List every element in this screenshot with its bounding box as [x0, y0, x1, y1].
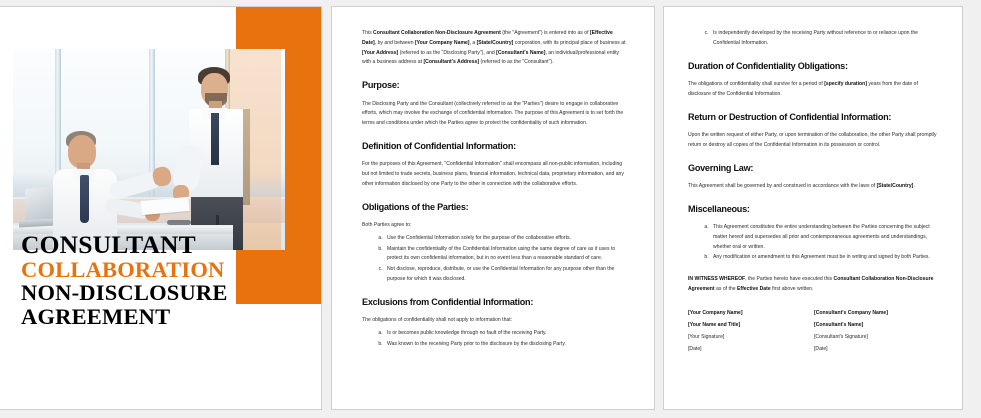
list-item: b. Maintain the confidentiality of the Confidential Information using the same degree of care as it uses to protect its own confidential information, but in no event less than a reasonable standard of care.: [384, 245, 628, 265]
heading-miscellaneous: Miscellaneous:: [688, 203, 750, 214]
heading-governing-law: Governing Law:: [688, 162, 754, 173]
page-3-body[interactable]: [663, 6, 963, 410]
signature-line: [Consultant's Name]: [814, 321, 864, 328]
signature-column-consultant: [814, 308, 940, 356]
definition-paragraph: For the purposes of this Agreement, "Confidential Information" shall encompass all non-public information, including but not limited to trade secrets, business plans, financial information, technical data, proprietary information, and any other information disclosed by one Party to the other in connection with the collaborative efforts.: [362, 161, 624, 187]
heading-duration: Duration of Confidentiality Obligations:: [688, 60, 848, 71]
signature-line: [Your Company Name]: [688, 309, 743, 316]
heading-exclusions: Exclusions from Confidential Information:: [362, 296, 534, 307]
list-item: b. Any modification or amendment to this Agreement must be in writing and signed by both Parties.: [710, 253, 940, 263]
purpose-paragraph: The Disclosing Party and the Consultant (collectively referred to as the "Parties") desire to engage in collaborative efforts, which may involve the exchange of confidential information. The purpose of this Agreement is to set forth the terms and conditions under which the Parties agree to protect the confidentiality of such information.: [362, 100, 624, 127]
cover-photo: [13, 49, 285, 250]
page-3-content: [664, 7, 962, 409]
heading-return-or-destruction: Return or Destruction of Confidential Information:: [688, 111, 892, 122]
list-item: a. Use the Confidential Information solely for the purpose of the collaborative efforts.: [384, 234, 628, 244]
page-1-cover[interactable]: [0, 6, 322, 410]
page-2-content: [332, 7, 654, 409]
cover-title-line-4: AGREEMENT: [21, 303, 171, 329]
list-item: a. This Agreement constitutes the entire understanding between the Parties concerning the subject matter hereof and supersedes all prior and contemporaneous agreements and understandings, whether oral or written.: [710, 223, 940, 252]
exclusions-list: [362, 329, 628, 350]
miscellaneous-list: [688, 223, 940, 263]
page-2-body[interactable]: [331, 6, 655, 410]
signature-line: [Consultant's Signature]: [814, 333, 868, 340]
cover-title-line-2: COLLABORATION: [21, 257, 225, 283]
cover-title: [21, 232, 271, 328]
list-item: a. Is or becomes public knowledge through no fault of the receiving Party.: [384, 329, 628, 339]
list-item: c. Is independently developed by the receiving Party without reference to or reliance upon the Confidential Information.: [710, 29, 940, 49]
duration-paragraph: The obligations of confidentiality shall survive for a period of [specify duration] years from the date of disclosure of the Confidential Information.: [688, 80, 918, 97]
heading-definition: Definition of Confidential Information:: [362, 140, 516, 151]
exclusions-lead: The obligations of confidentiality shall not apply to information that:: [362, 317, 513, 324]
signature-line: [Date]: [688, 345, 702, 352]
governing-paragraph: This Agreement shall be governed by and construed in accordance with the laws of [State/Country].: [688, 182, 915, 189]
signature-block: [688, 308, 940, 356]
list-item: b. Was known to the receiving Party prior to the disclosure by the disclosing Party.: [384, 340, 628, 350]
list-item: c. Not disclose, reproduce, distribute, or use the Confidential Information for any purpose other than the purpose for which it was disclosed.: [384, 265, 628, 285]
signature-line: [Your Signature]: [688, 333, 725, 340]
heading-obligations: Obligations of the Parties:: [362, 201, 469, 212]
cover-title-line-1: CONSULTANT: [21, 230, 196, 259]
photo-seated-man-tie: [80, 175, 89, 223]
exclusions-list-continued: [688, 29, 940, 49]
return-paragraph: Upon the written request of either Party, or upon termination of the collaboration, the other Party shall promptly return or destroy all copies of the Confidential Information in its possession or control.: [688, 131, 937, 148]
obligations-list: [362, 234, 628, 285]
signature-line: [Consultant's Company Name]: [814, 309, 888, 316]
cover-title-line-3: NON-DISCLOSURE: [21, 280, 228, 306]
witness-paragraph: IN WITNESS WHEREOF, the Parties hereto have executed this Consultant Collaboration Non-Disclosure Agreement as of the Effective Date first above written.: [688, 276, 934, 292]
obligations-lead: Both Parties agree to:: [362, 222, 412, 229]
signature-column-company: [688, 308, 814, 356]
intro-paragraph: This Consultant Collaboration Non-Disclosure Agreement (the "Agreement") is entered into as of [Effective Date], by and between [Your Company Name], a [State/Country] corporation, with its principal place of business at [Your Address] (referred to as the "Disclosing Party"), and [Consultant's Name], an individual/professional entity with a business address at [Consultant's Address] (referred to as the "Consultant").: [362, 30, 626, 66]
signature-line: [Your Name and Title]: [688, 321, 741, 328]
photo-standing-man-tie: [211, 113, 219, 165]
photo-glasses: [167, 220, 191, 225]
heading-purpose: Purpose:: [362, 80, 400, 91]
signature-line: [Date]: [814, 345, 828, 352]
